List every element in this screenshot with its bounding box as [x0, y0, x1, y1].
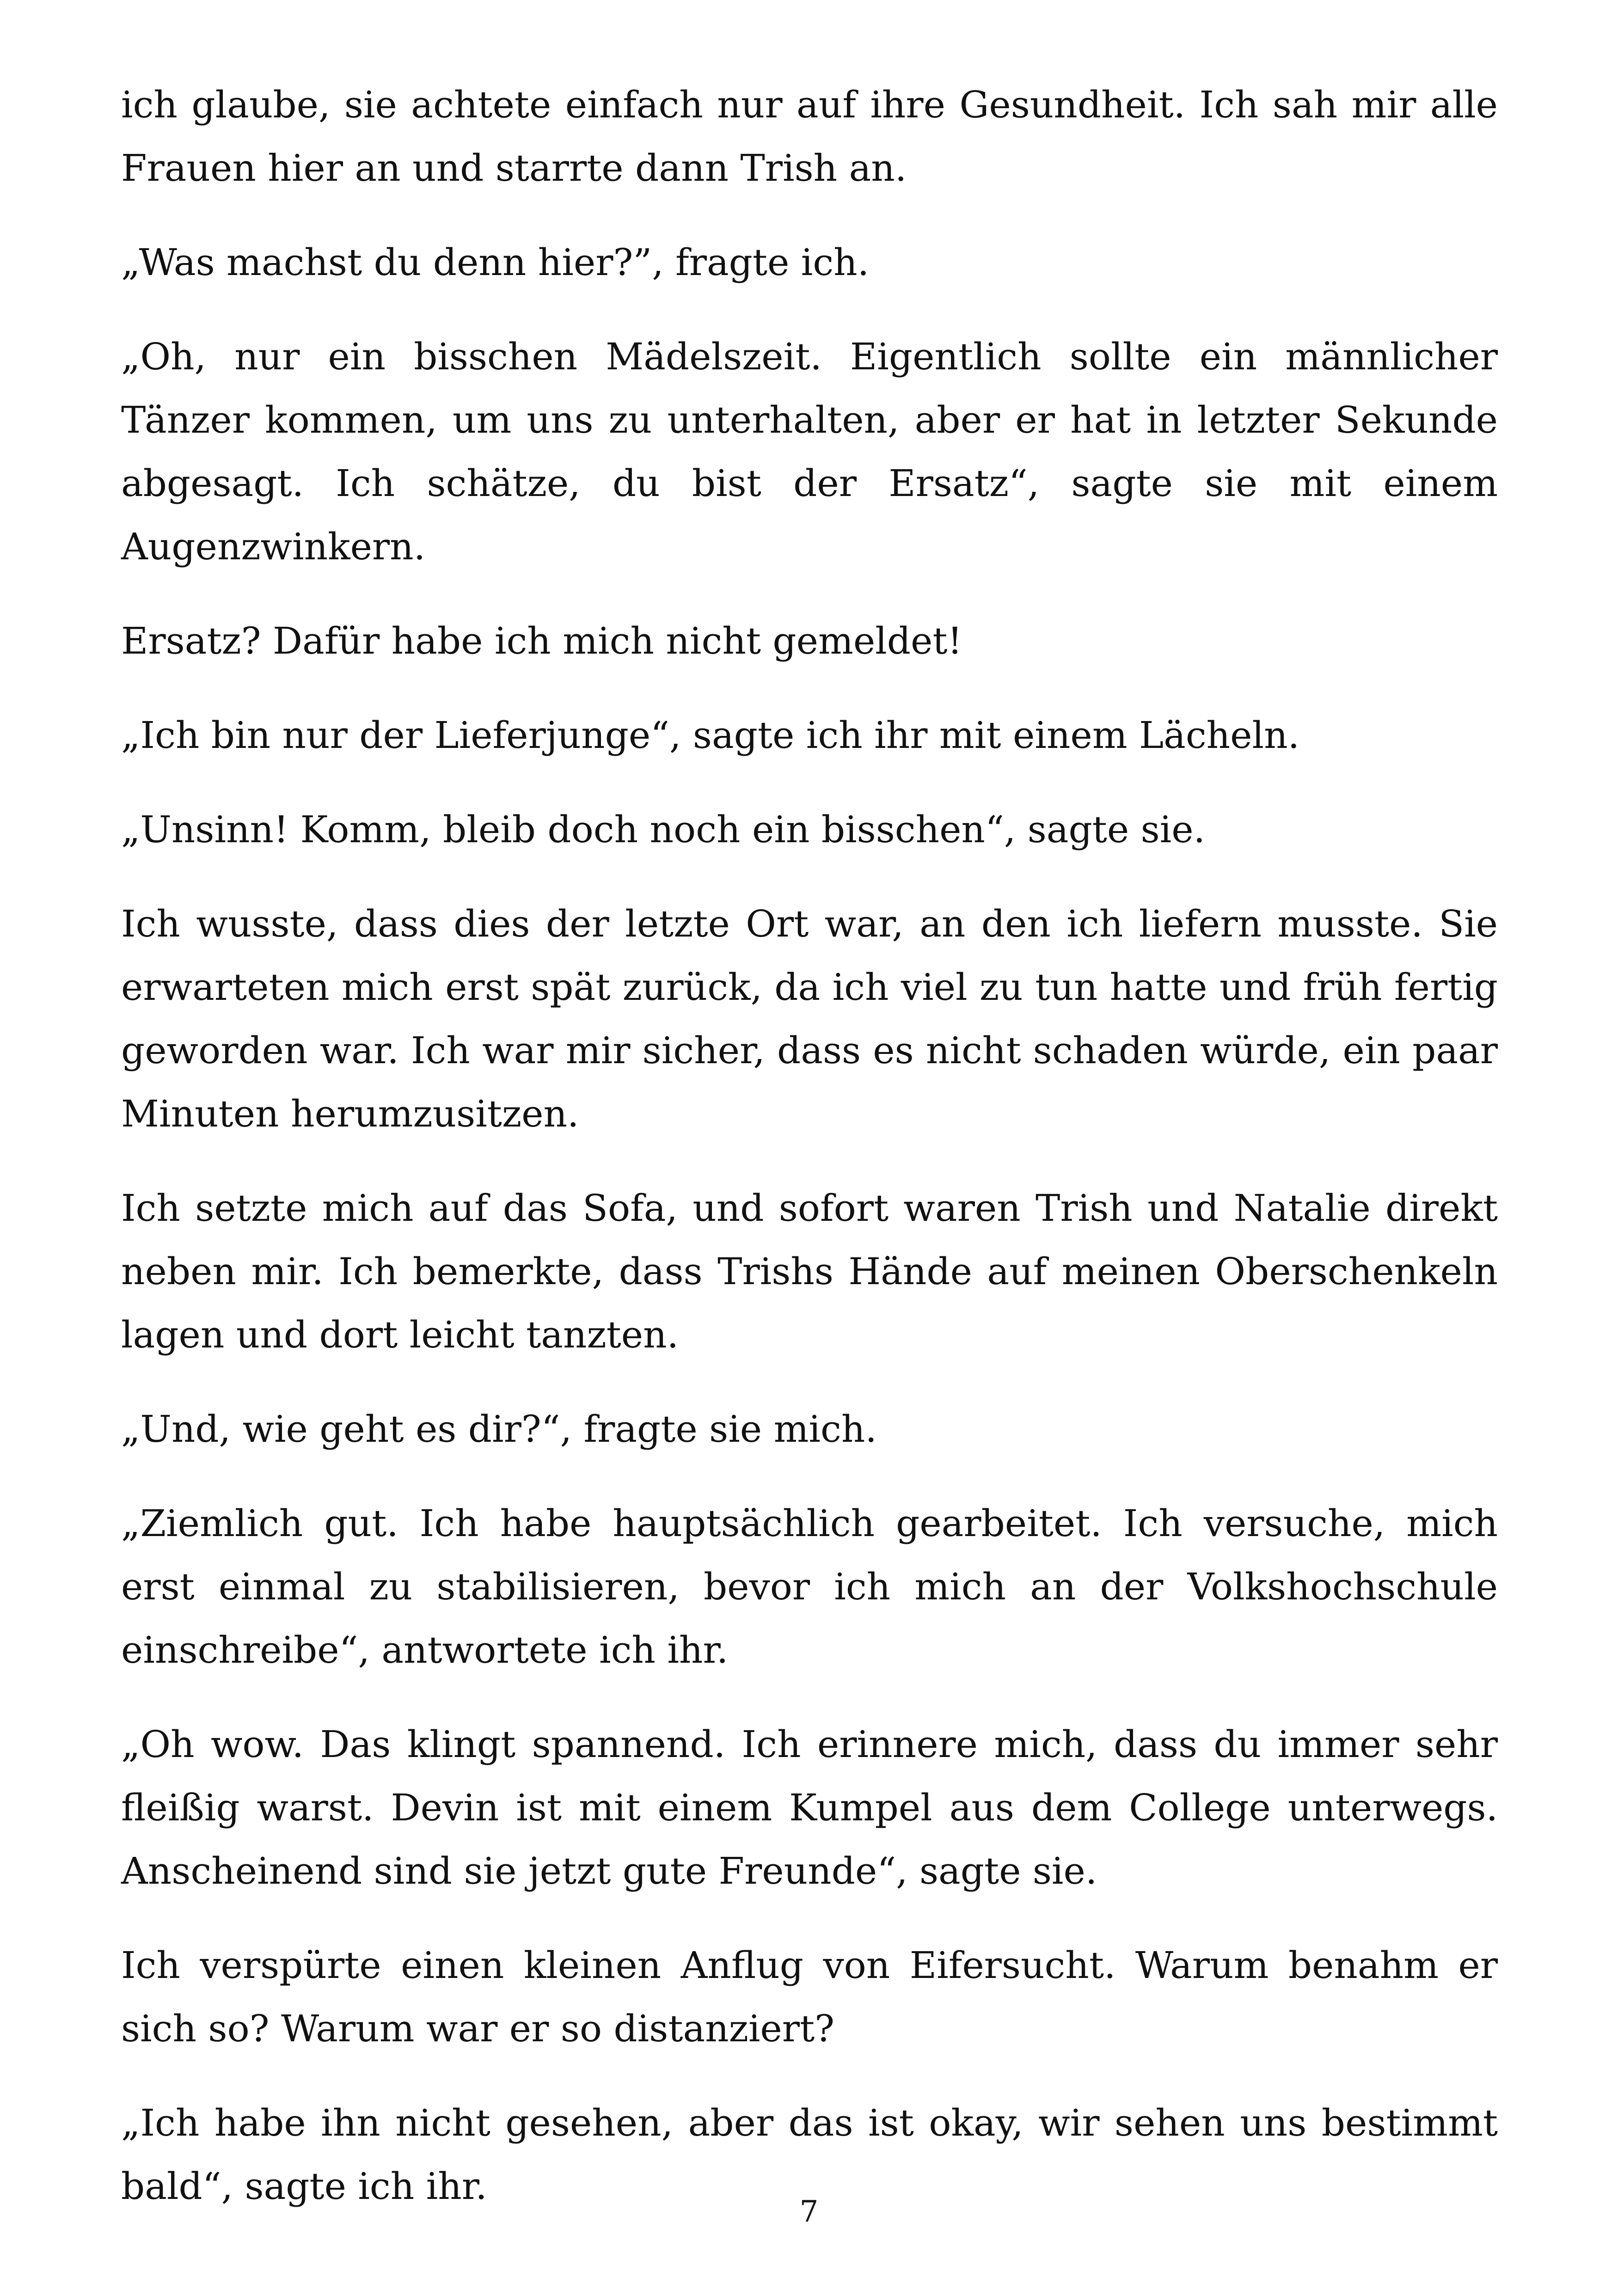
paragraph-1: ich glaube, sie achtete einfach nur auf ihre Gesundheit. Ich sah mir alle Frauen hier an und starrte dann Trish an. [121, 83, 1498, 190]
paragraph-7: Ich wusste, dass dies der letzte Ort war, an den ich liefern musste. Sie erwarteten mich erst spät zurück, da ich viel zu tun hatte und früh fertig geworden war. Ich war mir sicher, dass es nicht schaden würde, ein paar Minuten herumzusitzen. [121, 902, 1498, 1135]
paragraph-5: „Ich bin nur der Lieferjunge“, sagte ich ihr mit einem Lächeln. [121, 714, 1300, 757]
paragraph-9: „Und, wie geht es dir?“, fragte sie mich. [121, 1408, 877, 1451]
body-text [121, 73, 1498, 2249]
paragraph-6: „Unsinn! Komm, bleib doch noch ein bisschen“, sagte sie. [121, 808, 1205, 851]
paragraph-2: „Was machst du denn hier?”, fragte ich. [121, 241, 870, 284]
paragraph-8: Ich setzte mich auf das Sofa, und sofort waren Trish und Natalie direkt neben mir. Ich bemerkte, dass Trishs Hände auf meinen Oberschenkeln lagen und dort leicht tanzten. [121, 1187, 1498, 1356]
paragraph-12: Ich verspürte einen kleinen Anflug von Eifersucht. Warum benahm er sich so? Warum war er so distanziert? [121, 1944, 1498, 2050]
paragraph-3: „Oh, nur ein bisschen Mädelszeit. Eigentlich sollte ein männlicher Tänzer kommen, um uns zu unterhalten, aber er hat in letzter Sekunde abgesagt. Ich schätze, du bist der Ersatz“, sagte sie mit einem Augenzwinkern. [121, 335, 1498, 568]
paragraph-13: „Ich habe ihn nicht gesehen, aber das ist okay, wir sehen uns bestimmt bald“, sagte ich ihr. [121, 2101, 1498, 2208]
paragraph-10: „Ziemlich gut. Ich habe hauptsächlich gearbeitet. Ich versuche, mich erst einmal zu stabilisieren, bevor ich mich an der Volkshochschule einschreibe“, antwortete ich ihr. [121, 1502, 1498, 1671]
paragraph-11: „Oh wow. Das klingt spannend. Ich erinnere mich, dass du immer sehr fleißig warst. Devin ist mit einem Kumpel aus dem College unterwegs. Anscheinend sind sie jetzt gute Freunde“, sagte sie. [121, 1723, 1498, 1892]
page-number: 7 [799, 2195, 819, 2229]
paragraph-4: Ersatz? Dafür habe ich mich nicht gemeldet! [121, 619, 962, 662]
